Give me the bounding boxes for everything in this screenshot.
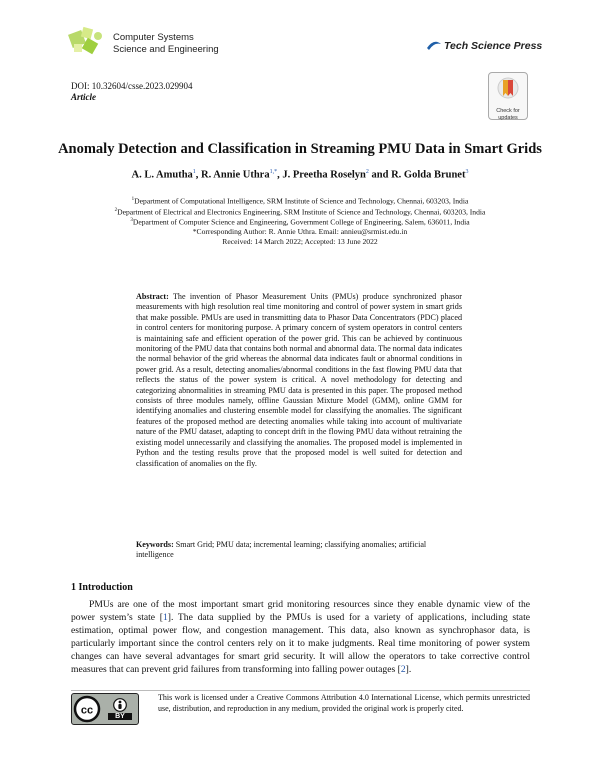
keywords — [136, 540, 462, 561]
footer-divider — [71, 690, 530, 691]
check-badge-line2: updates — [498, 115, 518, 121]
check-for-updates-badge[interactable] — [488, 72, 528, 120]
attribution-person-icon — [113, 698, 127, 712]
bookmark-icon — [496, 76, 520, 102]
paper-title: Anomaly Detection and Classification in Streaming PMU Data in Smart Grids — [58, 141, 542, 157]
intro-paragraph: PMUs are one of the most important smart grid monitoring resources since they enable dynamic view of the power system’s state [1]. The data supplied by the PMUs is used for a variety of applications, including state estimation, optimal power flow, and congestion management. This data, also known as synchrophasor data, is particularly important since the control centers rely on it to make judgments. Real time monitoring of power system changes can have several advantages for smart grid security. It will allow the operators to take corrective control measures that can prevent grid failures from transforming into falling power outages [2]. — [71, 599, 530, 676]
author-sup[interactable]: 2 — [365, 169, 369, 175]
author-name: R. Annie Uthra — [201, 169, 270, 181]
author-name: A. L. Amutha — [131, 169, 193, 181]
article-type: Article — [71, 92, 96, 102]
author-sup[interactable]: 1 — [192, 169, 196, 175]
doi[interactable]: DOI: 10.32604/csse.2023.029904 — [71, 81, 193, 91]
citation-link[interactable]: 1 — [162, 612, 168, 624]
license-text: This work is licensed under a Creative Commons Attribution 4.0 International License, which permits unrestricted use, distribution, and reproduction in any medium, provided the original work is properly cited. — [158, 693, 530, 713]
publisher-logo: Tech Science Press — [426, 40, 542, 52]
author-sup[interactable]: 3 — [465, 169, 469, 175]
affiliation-2: $^2$Department of Electrical and Electronics Engineering, SRM Institute of Science and Technology, Chennai, 603203, India — [114, 207, 486, 217]
cc-by-label: BY — [108, 713, 132, 720]
received-dates: Received: 14 March 2022; Accepted: 13 June 2022 — [222, 237, 378, 246]
journal-name: Computer Systems Science and Engineering — [113, 32, 219, 55]
check-badge-line1: Check for — [496, 108, 520, 114]
affiliation-3: $^3$Department of Computer Science and Engineering, Government College of Engineering, Salem, 636011, India — [130, 217, 470, 227]
author-sup[interactable]: 1,* — [269, 169, 278, 175]
abstract — [136, 292, 462, 469]
citation-link[interactable]: 2 — [400, 664, 406, 676]
svg-text:cc: cc — [80, 704, 94, 717]
journal-logo — [68, 26, 108, 56]
corresponding-author[interactable]: *Corresponding Author: R. Annie Uthra. Email: annieu@srmist.edu.in — [192, 226, 408, 236]
creative-commons-icon — [72, 694, 102, 724]
affiliation-1: $^1$Department of Computational Intelligence, SRM Institute of Science and Technology, Chennai, 603203, India — [131, 196, 469, 206]
abstract-label: Abstract: — [136, 292, 169, 301]
publisher-swoosh-icon — [426, 40, 442, 52]
abstract-text: The invention of Phasor Measurement Units (PMUs) produce synchronized phasor measurements with high resolution real time monitoring and control of power system in smart grids that make possible. PMUs are used in transmitting data to Phasor Data Concentrators (PDC) placed in control centers for monitoring purpose. A primary concern of system operators in control centers is maintaining safe and efficient operation of the power grid. This can be achieved by continuous monitoring of the PMU data that contains both normal and abnormal data. The normal data indicates the normal behavior of the grid whereas the abnormal data indicates fault or abnormal conditions in power grid. As a result, detecting anomalies/abnormal conditions in the fast flowing PMU data that reflects the status of the power system is critical. A novel methodology for detecting and categorizing abnormalities in streaming PMU data is presented in this paper. The proposed method consists of three modules namely, offline Gaussian Mixture Model (GMM), online GMM for identifying anomalies and clustering ensemble model for classifying the anomalies. The significant features of the proposed method are detecting anomalies while taking into account of multivariate nature of the PMU dataset, adapting to concept drift in the flowing PMU data without retraining the existing model unnecessarily and classifying the anomalies. The proposed model is implemented in Python and the testing results prove that the proposed model is well suited for detection and classification of anomalies on the fly. — [136, 292, 462, 468]
author-list: A. L. Amutha$^1$, R. Annie Uthra$^{1,*}$, J. Preetha Roselyn$^2$ and R. Golda Brunet$^3$ — [131, 169, 469, 181]
cc-by-logo[interactable] — [71, 693, 139, 725]
keywords-text: Smart Grid; PMU data; incremental learning; classifying anomalies; artificial intelligence — [136, 540, 427, 560]
keywords-label: Keywords: — [136, 540, 174, 549]
author-name: J. Preetha Roselyn — [282, 169, 366, 181]
author-name: R. Golda Brunet — [391, 169, 466, 181]
section-heading: 1 Introduction — [71, 582, 133, 593]
